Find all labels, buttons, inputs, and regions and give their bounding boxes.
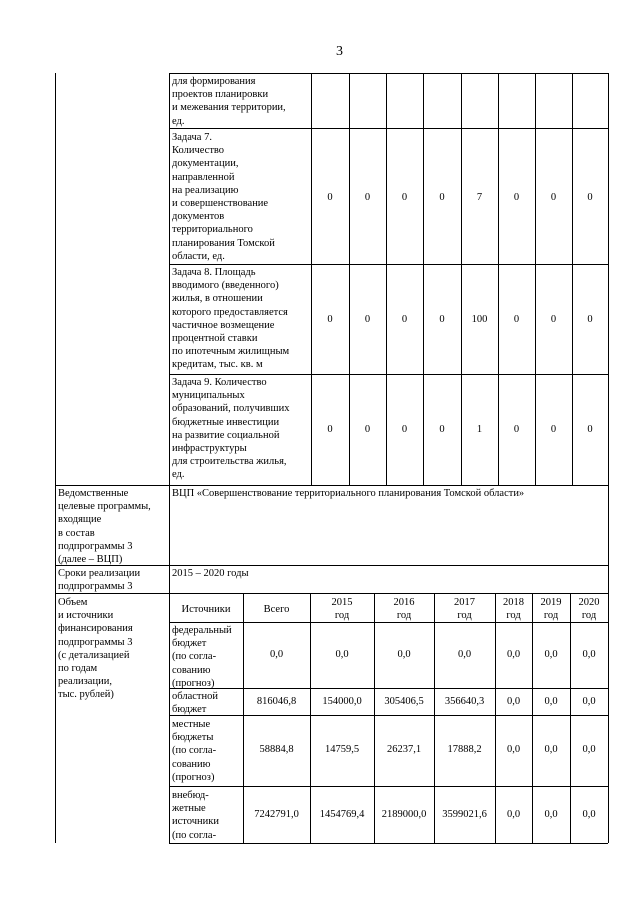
financing-value: 0,0 (269, 649, 284, 660)
task-value: 0 (327, 424, 333, 435)
terms-label: Сроки реализации подпрограммы 3 (58, 568, 141, 593)
grid-line (169, 786, 608, 787)
source-label: областной бюджет (172, 691, 218, 716)
grid-line (169, 73, 170, 843)
financing-value: 0,0 (582, 744, 596, 755)
header-year: 2016 год (393, 597, 415, 622)
task-value: 0 (550, 424, 557, 435)
task-value: 0 (439, 314, 445, 325)
task-value: 0 (401, 424, 408, 435)
grid-line (495, 593, 496, 843)
grid-line (169, 843, 608, 844)
task-value: 7 (476, 192, 483, 203)
financing-value: 0,0 (544, 649, 558, 660)
header-year: 2017 год (454, 597, 475, 622)
task-value: 0 (364, 314, 371, 325)
header-year: 2020 год (578, 597, 600, 622)
financing-value: 0,0 (335, 649, 349, 660)
task-value: 0 (439, 424, 445, 435)
terms-value: 2015 – 2020 годы (172, 568, 249, 579)
task-value: 1 (476, 424, 483, 435)
financing-value: 0,0 (544, 809, 558, 820)
task-value: 0 (327, 314, 333, 325)
task-value: 0 (587, 192, 593, 203)
task-label: Задача 8. Площадь вводимого (введенного) жилья, в отношении которого предоставляется частичное возмещение процентной ставки по ипотечным жилищным кредитам, тыс. кв. м (172, 267, 290, 371)
financing-value: 356640,3 (444, 696, 485, 707)
source-label: внебюд- жетные источники (по согла- (172, 790, 219, 841)
task-value: 0 (550, 192, 557, 203)
header-year: 2015 год (331, 597, 353, 622)
vcp-label: Ведомственные целевые программы, входящие в состав подпрограммы 3 (далее – ВЦП) (58, 488, 151, 566)
financing-value: 0,0 (582, 649, 596, 660)
task-value: 0 (513, 314, 520, 325)
financing-value: 2189000,0 (381, 809, 427, 820)
financing-value: 816046,8 (256, 696, 297, 707)
grid-line (55, 485, 608, 486)
financing-value: 0,0 (506, 649, 521, 660)
grid-line (169, 73, 608, 74)
task-value: 0 (401, 314, 408, 325)
grid-line (169, 715, 608, 716)
task-value: 0 (513, 192, 520, 203)
task-value: 0 (364, 192, 371, 203)
task-value: 0 (587, 424, 593, 435)
task-label: Задача 7. Количество документации, направленной на реализацию и совершенствование документов территориального планирования Томской области, ед. (172, 132, 275, 262)
financing-value: 305406,5 (384, 696, 424, 707)
header-total: Всего (263, 604, 290, 615)
grid-line (570, 593, 571, 843)
financing-value: 0,0 (544, 696, 558, 707)
financing-value: 0,0 (397, 649, 411, 660)
task-label: Задача 9. Количество муниципальных образований, получивших бюджетные инвестиции на развитие социальной инфраструктуры для строительства жилья, ед. (172, 377, 290, 481)
financing-label: Объем и источники финансирования подпрограммы 3 (с детализацией по годам реализации, тыс. рублей) (58, 597, 133, 701)
financing-value: 0,0 (582, 809, 596, 820)
header-year: 2019 год (540, 597, 562, 622)
task-value: 0 (364, 424, 371, 435)
grid-line (310, 593, 311, 843)
financing-value: 58884,8 (259, 744, 294, 755)
financing-value: 0,0 (582, 696, 596, 707)
task-value: 0 (550, 314, 557, 325)
header-year: 2018 год (503, 597, 524, 622)
page-number: 3 (336, 44, 343, 59)
financing-value: 1454769,4 (319, 809, 365, 820)
source-label: федеральный бюджет (по согла- сованию (прогноз) (172, 625, 232, 689)
financing-value: 0,0 (506, 809, 521, 820)
task-value: 0 (439, 192, 445, 203)
financing-value: 17888,2 (447, 744, 482, 755)
grid-line (243, 593, 244, 843)
financing-value: 0,0 (457, 649, 472, 660)
grid-line (434, 593, 435, 843)
grid-line (608, 73, 609, 843)
financing-value: 0,0 (544, 744, 558, 755)
financing-value: 3599021,6 (442, 809, 487, 820)
financing-value: 26237,1 (386, 744, 422, 755)
financing-value: 7242791,0 (254, 809, 299, 820)
grid-line (169, 264, 608, 265)
financing-value: 14759,5 (324, 744, 360, 755)
task-value: 0 (587, 314, 593, 325)
financing-value: 0,0 (506, 744, 521, 755)
task-value: 0 (401, 192, 408, 203)
grid-line (169, 128, 608, 129)
financing-value: 0,0 (506, 696, 521, 707)
source-label: местные бюджеты (по согла- сованию (прогноз) (172, 719, 217, 783)
grid-line (169, 374, 608, 375)
task-value: 100 (471, 314, 488, 325)
grid-line (169, 688, 608, 689)
task-label: для формирования проектов планировки и межевания территории, ед. (172, 76, 286, 127)
header-sources: Источники (181, 604, 231, 615)
grid-line (374, 593, 375, 843)
grid-line (532, 593, 533, 843)
grid-line (55, 73, 56, 843)
vcp-value: ВЦП «Совершенствование территориального планирования Томской области» (172, 488, 525, 499)
task-value: 0 (327, 192, 333, 203)
task-value: 0 (513, 424, 520, 435)
financing-value: 154000,0 (322, 696, 362, 707)
